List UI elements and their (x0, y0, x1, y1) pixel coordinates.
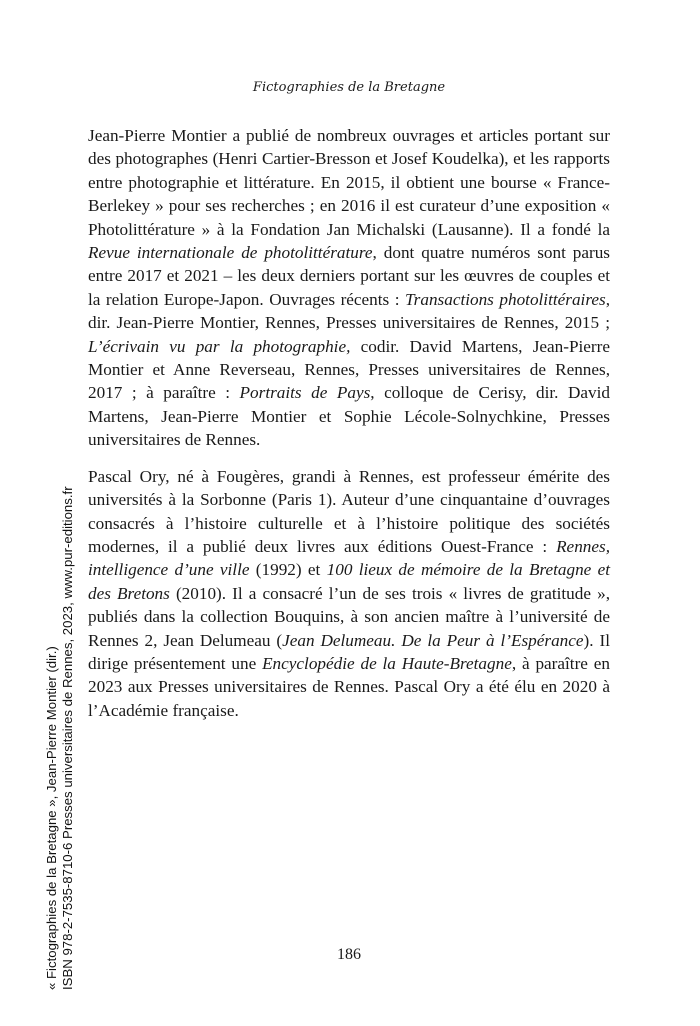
text-segment: (2010). Il a consacré l’un de ses trois « livres de gratitude », publiés dans la collection Bouquins, à son ancien maître à l’université de Rennes 2, Jean Delumeau ( (88, 583, 610, 650)
text-segment: , dont quatre numéros sont parus entre 2017 et 2021 – les deux derniers portant sur les œuvres de couples et la relation Europe-Japon. Ouvrages récents : (88, 243, 610, 309)
text-segment: codir. David Martens, Jean-Pierre Montier et Anne Reverseau, Rennes, Presses universitaires de Rennes, 2017 ; à paraître : (88, 336, 610, 403)
italic-title: Jean Delumeau. De la Peur à l’Espérance (282, 630, 584, 650)
text-segment: , dir. Jean-Pierre Montier, Rennes, Presses universitaires de Rennes, 2015 ; (88, 289, 610, 333)
paragraph-ory (88, 465, 610, 722)
text-segment: Pascal Ory, né à Fougères, grandi à Rennes, est professeur émérite des universités à la Sorbonne (Paris 1). Auteur d’une cinquantaine d’ouvrages consacrés à l’histoire culturelle et à l’histoire politique des sociétés modernes, il a publié deux livres aux éditions Ouest-France : (88, 466, 610, 556)
body-text (88, 124, 610, 735)
italic-title: Portraits de Pays (239, 383, 371, 403)
text-segment: ). Il dirige présentement une (88, 630, 610, 673)
italic-title: L’écrivain vu par la photographie, (88, 336, 351, 356)
italic-title: 100 lieux de mémoire de la Bretagne et des Bretons (88, 560, 611, 603)
italic-title: Revue internationale de photolittérature (88, 243, 373, 263)
text-segment: Jean-Pierre Montier a publié de nombreux ouvrages et articles portant sur des photographes (Henri Cartier-Bresson et Josef Koudelka), et les rapports entre photographie et littérature. En 2015, il obtient une bourse « France-Berlekey » pour ses recherches ; en 2016 il est curateur d’une exposition « Photolittérature » à la Fondation Jan Michalski (Lausanne). Il a fondé la (88, 126, 610, 239)
italic-title: Encyclopédie de la Haute-Bretagne (262, 653, 512, 673)
side-note-line-1: « Fictographies de la Bretagne », Jean-Pierre Montier (dir.) (44, 646, 59, 990)
copyright-side-note (44, 486, 76, 990)
page-number: 186 (337, 946, 361, 963)
paragraph-montier (88, 124, 610, 452)
text-segment: , à paraître en 2023 aux Presses universitaires de Rennes. Pascal Ory a été élu en 2020 à l’Académie française. (88, 653, 610, 720)
italic-title: Rennes, intelligence d’une ville (88, 536, 610, 580)
text-segment: (1992) et (249, 560, 327, 580)
running-title: Fictographies de la Bretagne (252, 80, 446, 95)
italic-title: Transactions photolittéraires (405, 289, 606, 309)
side-note-line-2: ISBN 978-2-7535-8710-6 Presses universitaires de Rennes, 2023, www.pur-editions.fr (60, 486, 75, 990)
text-segment: , colloque de Cerisy, dir. David Martens, Jean-Pierre Montier et Sophie Lécole-Solnychkine, Presses universitaires de Rennes. (88, 383, 610, 450)
